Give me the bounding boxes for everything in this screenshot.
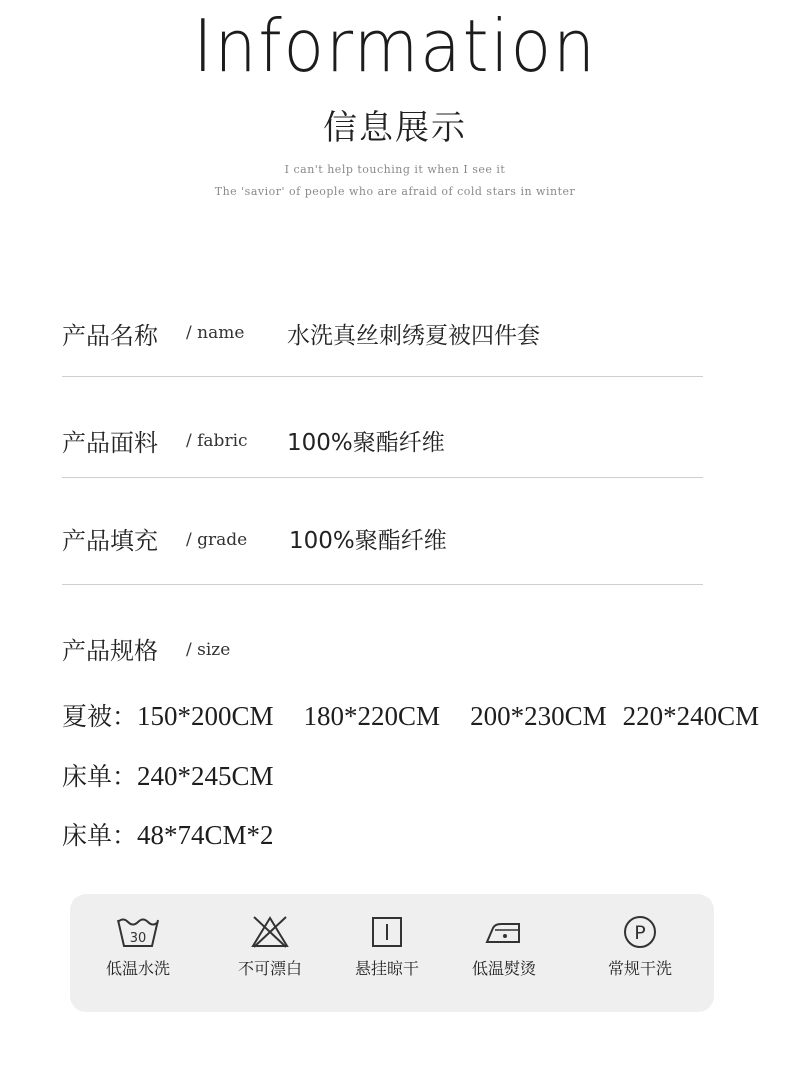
tagline-1: I can't help touching it when I see it: [284, 163, 506, 176]
tagline-2: The 'savior' of people who are afraid of cold stars in winter: [214, 185, 576, 198]
spec-value: 100%聚酯纤维: [287, 430, 445, 456]
size-line-quilt: [62, 697, 759, 733]
care-label: 悬挂晾干: [354, 959, 419, 978]
dry-clean-p-icon: [617, 914, 663, 950]
divider: [62, 376, 703, 377]
size-value: 180*220CM: [303, 701, 441, 731]
size-line-sheet: [62, 757, 274, 793]
spec-label-en: / fabric: [186, 431, 248, 451]
spec-label: 产品面料: [62, 429, 158, 457]
care-item-dry-clean: [580, 914, 700, 979]
spec-label: 产品名称: [62, 322, 158, 350]
care-label: 不可漂白: [237, 959, 302, 978]
svg-text:30: 30: [129, 931, 147, 946]
page-subtitle: 信息展示: [323, 108, 467, 148]
size-value: 48*74CM*2: [137, 820, 274, 850]
size-prefix: 床单：: [62, 762, 138, 791]
size-value: 240*245CM: [137, 761, 274, 791]
spec-label: 产品规格: [62, 637, 158, 665]
wash-30-icon: [115, 914, 161, 950]
spec-label-en: / name: [186, 323, 245, 343]
care-item-wash: [78, 914, 198, 979]
care-label: 低温熨烫: [471, 959, 536, 978]
page-title: Information: [193, 4, 597, 88]
size-value: 150*200CM: [137, 701, 274, 731]
no-bleach-icon: [247, 914, 293, 950]
care-label: 低温水洗: [105, 959, 170, 978]
spec-label-en: / size: [186, 640, 231, 660]
size-value: 220*240CM: [622, 701, 760, 731]
size-prefix: 夏被：: [62, 702, 138, 731]
svg-text:P: P: [634, 922, 646, 944]
care-item-hang-dry: [327, 914, 447, 979]
care-item-low-iron: [444, 914, 564, 979]
size-prefix: 床单：: [62, 821, 138, 850]
care-panel: [70, 894, 714, 1012]
care-label: 常规干洗: [607, 959, 672, 978]
spec-label: 产品填充: [62, 527, 158, 555]
hang-dry-icon: [364, 914, 410, 950]
spec-label-en: / grade: [186, 530, 248, 550]
divider: [62, 584, 703, 585]
size-value: 200*230CM: [470, 701, 607, 731]
low-iron-icon: [481, 914, 527, 950]
divider: [62, 477, 703, 478]
spec-value: 100%聚酯纤维: [289, 528, 447, 554]
size-line-pillow: [62, 816, 274, 852]
spec-value: 水洗真丝刺绣夏被四件套: [287, 323, 540, 349]
care-item-no-bleach: [210, 914, 330, 979]
